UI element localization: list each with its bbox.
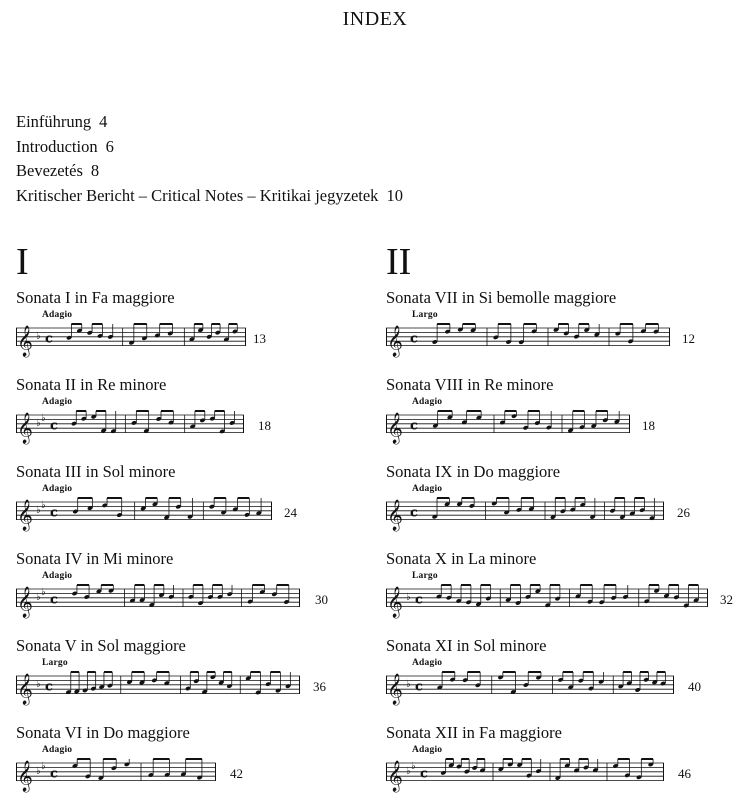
svg-text:c: c [410, 505, 418, 521]
page-number: 13 [253, 331, 266, 346]
music-staff-icon [16, 755, 216, 795]
tempo-marking: Largo [412, 310, 438, 320]
music-staff-icon [386, 320, 670, 360]
music-staff-icon [386, 581, 708, 621]
toc-entry[interactable] [16, 135, 403, 160]
svg-text:♭: ♭ [36, 331, 41, 342]
music-staff-icon [16, 494, 272, 534]
tempo-marking: Adagio [412, 397, 443, 407]
svg-text:♭: ♭ [36, 418, 41, 429]
music-staff-icon [16, 320, 246, 360]
svg-text:♭: ♭ [411, 761, 416, 772]
svg-text:𝄞: 𝄞 [17, 760, 33, 792]
sonata-entry[interactable] [16, 375, 271, 462]
svg-text:c: c [50, 418, 58, 434]
svg-text:c: c [45, 331, 53, 347]
svg-text:𝄞: 𝄞 [17, 412, 33, 444]
volume-column-1 [16, 240, 328, 810]
svg-text:♭: ♭ [406, 679, 411, 690]
page-number: 42 [230, 766, 243, 781]
toc-label: Einführung [16, 112, 92, 131]
svg-text:♭: ♭ [406, 766, 411, 777]
svg-text:𝄞: 𝄞 [387, 760, 403, 792]
toc-page: 8 [90, 161, 100, 180]
toc-page: 10 [386, 185, 403, 205]
sonata-title: Sonata I in Fa maggiore [16, 288, 175, 307]
page-number: 18 [642, 418, 655, 433]
music-staff-icon [386, 407, 630, 447]
svg-text:♭: ♭ [36, 766, 41, 777]
tempo-marking: Adagio [412, 484, 443, 494]
tempo-marking: Adagio [42, 745, 73, 755]
svg-text:♭: ♭ [41, 761, 46, 772]
svg-text:c: c [415, 592, 423, 608]
toc-label: Introduction [16, 136, 98, 156]
svg-text:𝄞: 𝄞 [387, 673, 403, 705]
volume-column-2 [386, 240, 733, 810]
sonata-entry[interactable] [386, 549, 733, 636]
sonata-entry[interactable] [386, 462, 690, 549]
toc-label: Kritischer Bericht – Critical Notes – Kritikai jegyzetek [16, 185, 379, 205]
toc-entry[interactable] [16, 159, 403, 184]
sonata-title: Sonata XI in Sol minore [386, 636, 547, 655]
svg-text:♭: ♭ [36, 592, 41, 603]
music-staff-icon [16, 581, 300, 621]
sonata-entry[interactable] [386, 288, 695, 375]
sonata-entry[interactable] [16, 723, 243, 810]
svg-text:c: c [420, 766, 428, 782]
svg-text:c: c [410, 418, 418, 434]
sonata-entry[interactable] [386, 636, 701, 723]
svg-text:𝄞: 𝄞 [387, 325, 403, 357]
svg-text:𝄞: 𝄞 [17, 673, 33, 705]
svg-text:♭: ♭ [36, 505, 41, 516]
table-of-contents [16, 110, 403, 208]
sonata-title: Sonata II in Re minore [16, 375, 167, 394]
music-staff-icon [386, 668, 674, 708]
page-number: 18 [258, 418, 271, 433]
tempo-marking: Adagio [42, 310, 73, 320]
toc-entry[interactable] [16, 184, 403, 209]
page-number: 24 [284, 505, 297, 520]
tempo-marking: Largo [42, 658, 68, 668]
page-number: 26 [677, 505, 690, 520]
sonata-entry[interactable] [16, 549, 328, 636]
sonata-entry[interactable] [16, 462, 297, 549]
svg-text:c: c [50, 592, 58, 608]
sonata-entry[interactable] [16, 636, 326, 723]
toc-page: 6 [105, 136, 114, 156]
sonata-entry[interactable] [16, 288, 266, 375]
svg-text:𝄞: 𝄞 [17, 325, 33, 357]
music-staff-icon [16, 668, 300, 708]
music-staff-icon [386, 755, 664, 795]
sonata-title: Sonata IV in Mi minore [16, 549, 174, 568]
svg-text:♭: ♭ [36, 679, 41, 690]
page-number: 12 [682, 331, 695, 346]
music-staff-icon [16, 407, 244, 447]
sonata-title: Sonata V in Sol maggiore [16, 636, 186, 655]
page-number: 32 [720, 592, 733, 607]
svg-text:c: c [50, 766, 58, 782]
svg-text:c: c [45, 679, 53, 695]
svg-text:𝄞: 𝄞 [387, 499, 403, 531]
tempo-marking: Adagio [42, 397, 73, 407]
svg-text:♭: ♭ [41, 587, 46, 598]
sonata-title: Sonata VIII in Re minore [386, 375, 554, 394]
tempo-marking: Adagio [42, 571, 73, 581]
toc-entry[interactable] [16, 110, 403, 135]
svg-text:c: c [415, 679, 423, 695]
volume-numeral: I [16, 241, 29, 283]
tempo-marking: Adagio [412, 745, 443, 755]
sonata-title: Sonata X in La minore [386, 549, 537, 568]
tempo-marking: Largo [412, 571, 438, 581]
page-number: 36 [313, 679, 326, 694]
tempo-marking: Adagio [42, 484, 73, 494]
sonata-title: Sonata VI in Do maggiore [16, 723, 190, 742]
sonata-entry[interactable] [386, 375, 655, 462]
svg-text:c: c [410, 331, 418, 347]
svg-text:𝄞: 𝄞 [17, 499, 33, 531]
svg-text:c: c [50, 505, 58, 521]
svg-text:♭: ♭ [41, 500, 46, 511]
page-number: 30 [315, 592, 328, 607]
svg-text:𝄞: 𝄞 [387, 412, 403, 444]
sonata-title: Sonata VII in Si bemolle maggiore [386, 288, 617, 307]
svg-text:♭: ♭ [41, 413, 46, 424]
page-title: INDEX [342, 8, 408, 30]
svg-text:𝄞: 𝄞 [17, 586, 33, 618]
page-number: 40 [688, 679, 701, 694]
sonata-title: Sonata IX in Do maggiore [386, 462, 561, 481]
toc-page: 4 [99, 112, 108, 131]
toc-label: Bevezetés [16, 161, 83, 180]
page-number: 46 [678, 766, 691, 781]
svg-text:♭: ♭ [406, 592, 411, 603]
music-staff-icon [386, 494, 664, 534]
svg-text:𝄞: 𝄞 [387, 586, 403, 618]
volume-numeral: II [386, 241, 412, 283]
sonata-entry[interactable] [386, 723, 691, 810]
tempo-marking: Adagio [412, 658, 443, 668]
sonata-title: Sonata XII in Fa maggiore [386, 723, 562, 742]
sonata-title: Sonata III in Sol minore [16, 462, 176, 481]
